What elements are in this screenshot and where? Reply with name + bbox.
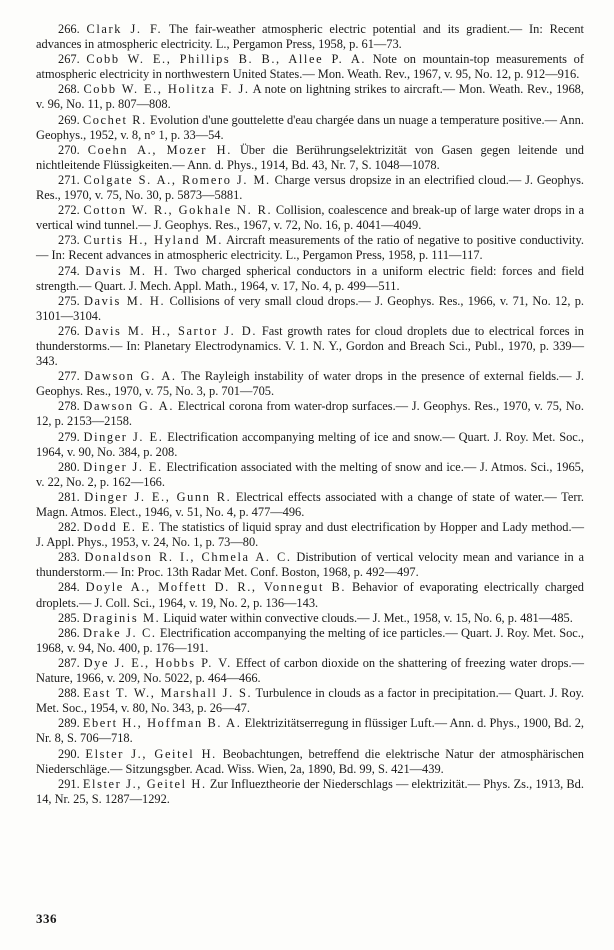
reference-text: Charge versus dropsize in an electrified cloud.— J. Geophys. Res., 1970, v. 75, No. 30, p. 5873—5881. <box>36 172 584 203</box>
page-number: 336 <box>36 911 57 926</box>
reference-number: 277. <box>58 369 80 384</box>
reference-text: Fast growth rates for cloud droplets due to electrical forces in thunderstorms.— In: Planetary Electrodynamics. V. 1. N. Y., Gordon and Breach Sci., Publ., 1970, p. 339—343. <box>36 323 584 369</box>
reference-entry <box>36 399 584 429</box>
reference-entry <box>36 264 584 294</box>
reference-text: Elektrizitätserregung in flüssiger Luft.— Ann. d. Phys., 1900, Bd. 2, Nr. 8, S. 706—718. <box>36 716 584 746</box>
reference-number: 282. <box>58 520 80 535</box>
reference-authors: Dawson G. A. <box>84 369 177 384</box>
reference-authors: Dinger J. E. <box>83 429 164 444</box>
reference-authors: Dinger J. E. <box>83 459 163 474</box>
reference-number: 290. <box>58 746 80 761</box>
reference-number: 275. <box>58 293 80 308</box>
reference-text: Über die Berührungselektrizität von Gasen gegen leitende und nichtleitende Flüssigkeiten.— Ann. d. Phys., 1914, Bd. 43, Nr. 7, S. 1048—1078. <box>36 142 584 172</box>
reference-entry <box>36 324 584 369</box>
reference-authors: Cobb W. E., Holitza F. J. <box>83 82 250 97</box>
reference-number: 285. <box>58 610 80 625</box>
reference-number: 288. <box>58 686 80 701</box>
reference-text: Electrification accompanying melting of ice and snow.— Quart. J. Roy. Met. Soc., 1964, v. 90, No. 384, p. 208. <box>36 429 584 459</box>
reference-authors: Cochet R. <box>82 112 147 127</box>
reference-entry <box>36 686 584 716</box>
reference-authors: Davis M. H., Sartor J. D. <box>84 323 258 338</box>
reference-text: Collisions of very small cloud drops.— J. Geophys. Res., 1966, v. 71, No. 12, p. 3101—3104. <box>36 293 584 323</box>
reference-entry <box>36 233 584 263</box>
reference-text: The Rayleigh instability of water drops in the presence of external fields.— J. Geophys. Res., 1970, v. 75, No. 3, p. 701—705. <box>36 369 585 399</box>
reference-text: The statistics of liquid spray and dust electrification by Hopper and Lady method.— J. Appl. Phys., 1953, v. 24, No. 1, p. 73—80. <box>36 520 584 550</box>
reference-text: Effect of carbon dioxide on the shattering of freezing water drops.— Nature, 1966, v. 209, No. 5022, p. 464—466. <box>36 655 584 686</box>
reference-entry <box>36 369 584 399</box>
reference-authors: Doyle A., Moffett D. R., Vonnegut B. <box>85 580 347 595</box>
reference-number: 287. <box>58 655 80 670</box>
reference-authors: Clark J. F. <box>86 22 163 36</box>
reference-authors: Curtis H., Hyland M. <box>83 233 223 248</box>
reference-number: 289. <box>58 716 80 731</box>
reference-authors: Dinger J. E., Gunn R. <box>84 489 232 504</box>
reference-authors: Coehn A., Mozer H. <box>87 142 232 157</box>
reference-text: Turbulence in clouds as a factor in precipitation.— Quart. J. Roy. Met. Soc., 1954, v. 80, No. 343, p. 26—47. <box>36 686 584 716</box>
reference-text: Collision, coalescence and break-up of large water drops in a vertical wind tunnel.— J. Geophys. Res., 1967, v. 72, No. 16, p. 4041—4049. <box>36 203 584 233</box>
reference-text: Behavior of evaporating electrically charged droplets.— J. Coll. Sci., 1964, v. 19, No. 2, p. 136—143. <box>36 580 584 610</box>
reference-authors: Elster J., Geitel H. <box>85 746 217 761</box>
reference-authors: Draginis M. <box>82 610 161 625</box>
reference-entry <box>36 747 584 777</box>
reference-text: Two charged spherical conductors in a uniform electric field: forces and field strength.— Quart. J. Mech. Appl. Math., 1964, v. 17, No. 4, p. 499—511. <box>36 263 584 293</box>
reference-authors: Elster J., Geitel H. <box>82 776 207 791</box>
reference-text: A note on lightning strikes to aircraft.— Mon. Weath. Rev., 1968, v. 96, No. 11, p. 807—808. <box>36 82 584 112</box>
reference-entry <box>36 580 584 610</box>
reference-entry <box>36 294 584 324</box>
reference-authors: Davis M. H. <box>83 293 166 308</box>
reference-entry <box>36 520 584 550</box>
reference-text: Note on mountain-top measurements of atmospheric electricity in northwestern United States.— Mon. Weath. Rev., 1967, v. 95, No. 12, p. 912—916. <box>36 52 584 82</box>
reference-number: 271. <box>58 172 80 187</box>
reference-number: 274. <box>58 263 80 278</box>
reference-entry <box>36 113 584 143</box>
reference-number: 266. <box>58 22 80 36</box>
reference-entry <box>36 490 584 520</box>
reference-number: 269. <box>58 112 80 127</box>
reference-text: Liquid water within convective clouds.— J. Met., 1958, v. 15, No. 6, p. 481—485. <box>163 610 573 625</box>
reference-authors: Colgate S. A., Romero J. M. <box>83 172 271 187</box>
reference-authors: Davis M. H. <box>85 263 170 278</box>
reference-number: 286. <box>58 625 80 640</box>
reference-list <box>36 22 584 807</box>
reference-number: 279. <box>58 429 80 444</box>
reference-entry <box>36 143 584 173</box>
reference-authors: Drake J. C. <box>82 625 157 640</box>
reference-text: Electrical corona from water-drop surfaces.— J. Geophys. Res., 1970, v. 75, No. 12, p. 2153—2158. <box>36 399 584 429</box>
reference-text: Electrification associated with the melting of snow and ice.— J. Atmos. Sci., 1965, v. 22, No. 2, p. 162—166. <box>36 459 584 489</box>
reference-number: 291. <box>58 776 80 791</box>
reference-entry <box>36 22 584 52</box>
reference-text: Aircraft measurements of the ratio of negative to positive conductivity.— In: Recent advances in atmospheric electricity. L., Pergamon Press, 1958, p. 111—117. <box>36 233 584 263</box>
reference-text: Distribution of vertical velocity mean and variance in a thunderstorm.— In: Proc. 13th Radar Met. Conf. Boston, 1968, p. 492—497. <box>36 550 584 580</box>
reference-entry <box>36 656 584 686</box>
reference-number: 273. <box>58 233 80 248</box>
reference-number: 280. <box>58 459 80 474</box>
reference-number: 283. <box>58 550 80 565</box>
reference-number: 281. <box>58 489 80 504</box>
reference-authors: Cobb W. E., Phillips B. B., Allee P. A. <box>86 52 367 67</box>
reference-entry <box>36 460 584 490</box>
reference-text: Evolution d'une gouttelette d'eau chargée dans un nuage a temperature positive.— Ann. Geophys., 1952, v. 8, n° 1, p. 33—54. <box>36 112 584 142</box>
reference-text: Electrical effects associated with a change of state of water.— Terr. Magn. Atmos. Elect., 1946, v. 51, No. 4, p. 477—496. <box>36 489 585 519</box>
reference-number: 268. <box>58 82 80 97</box>
reference-number: 278. <box>58 399 80 414</box>
reference-entry <box>36 430 584 460</box>
reference-authors: Ebert H., Hoffman B. A. <box>82 716 242 731</box>
reference-text: Zur Influeztheorie der Niederschlags — elektrizität.— Phys. Zs., 1913, Bd. 14, Nr. 25, S. 1287—1292. <box>36 776 584 806</box>
reference-authors: Donaldson R. I., Chmela A. C. <box>84 550 292 565</box>
reference-entry <box>36 611 584 626</box>
reference-number: 276. <box>58 323 80 338</box>
reference-authors: East T. W., Marshall J. S. <box>83 686 253 701</box>
reference-authors: Dodd E. E. <box>83 520 156 535</box>
reference-entry <box>36 626 584 656</box>
reference-text: Electrification accompanying the melting of ice particles.— Quart. J. Roy. Met. Soc., 1968, v. 94, No. 400, p. 176—191. <box>36 625 584 655</box>
reference-entry <box>36 716 584 746</box>
reference-number: 284. <box>58 580 80 595</box>
reference-number: 267. <box>58 52 80 67</box>
reference-text: The fair-weather atmospheric electric potential and its gradient.— In: Recent advances in atmospheric electricity. L., Pergamon Press, 1958, p. 61—73. <box>36 22 584 52</box>
reference-entry <box>36 777 584 807</box>
reference-number: 270. <box>58 142 80 157</box>
reference-authors: Cotton W. R., Gokhale N. R. <box>83 203 273 218</box>
reference-number: 272. <box>58 203 80 218</box>
reference-entry <box>36 82 584 112</box>
reference-entry <box>36 52 584 82</box>
reference-entry <box>36 203 584 233</box>
reference-authors: Dye J. E., Hobbs P. V. <box>83 655 232 670</box>
reference-entry <box>36 550 584 580</box>
reference-entry <box>36 173 584 203</box>
reference-text: Beobachtungen, betreffend die elektrische Natur der atmosphärischen Niederschläge.— Sitzungsgber. Acad. Wiss. Wien, 2a, 1890, Bd. 99, S. 421—439. <box>36 746 584 776</box>
reference-authors: Dawson G. A. <box>83 399 175 414</box>
